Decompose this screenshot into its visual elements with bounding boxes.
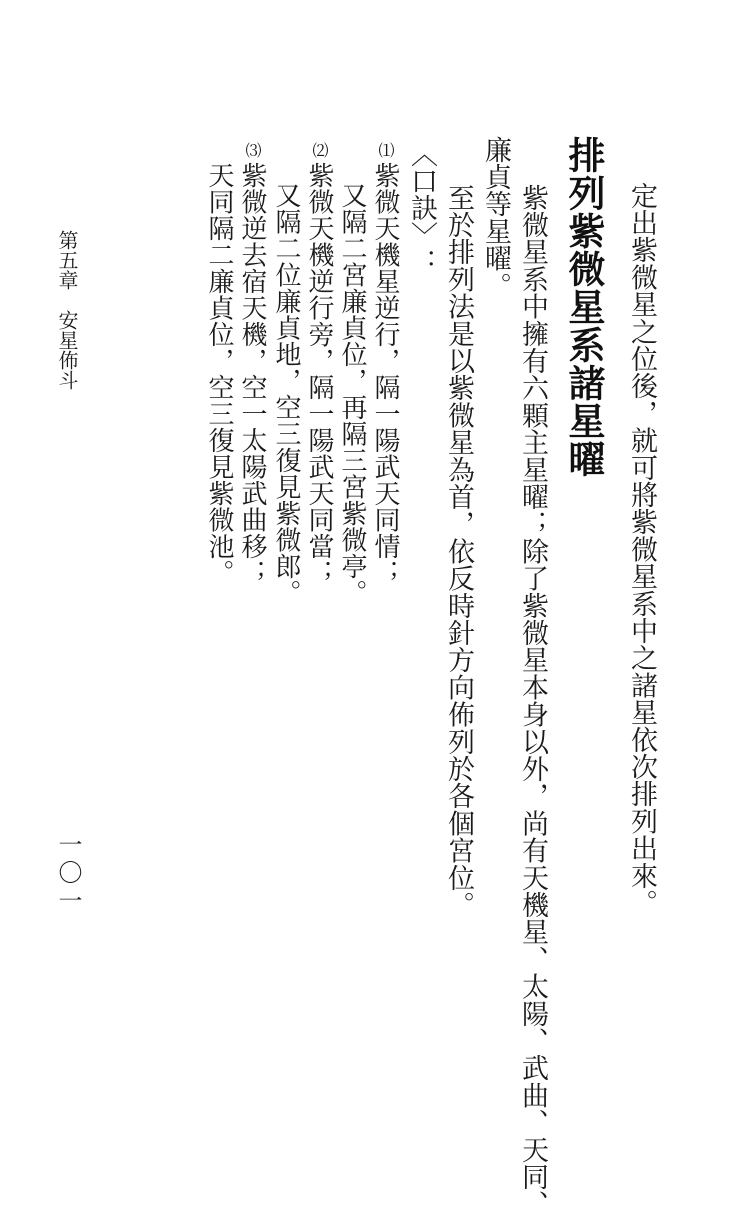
section-heading: 排列紫微星系諸星曜 [562,136,605,478]
body-line-1: 紫微星系中擁有六顆主星曜；除了紫微星本身以外，尚有天機星、太陽、武曲、天同、 [517,184,548,1218]
page-number: 一〇一 [54,832,82,916]
body-line-2: 廉貞等星曜。 [480,136,511,300]
verse-marker-3: ⑶ [243,142,262,158]
verse-2-line-a: 紫微天機逆行旁，隔一陽武天同當； [304,162,334,586]
verse-marker-2: ⑵ [310,142,329,158]
verse-3-line-a: 紫微逆去宿天機，空一太陽武曲移； [237,162,267,586]
running-header: 第五章 安星佈斗 [55,230,79,390]
verse-marker-1: ⑴ [376,142,395,158]
verse-3-line-b: 天同隔二廉貞位，空三復見紫微池。 [204,162,234,586]
verse-2-line-b: 又隔二位廉貞地，空三復見紫微郎。 [271,182,301,606]
verse-1-line-b: 又隔二宮廉貞位，再隔三宮紫微亭。 [337,182,367,606]
body-line-3: 至於排列法是以紫微星為首，依反時針方向佈列於各個宮位。 [443,184,474,919]
intro-paragraph: 定出紫微星之位後，就可將紫微星系中之諸星依次排列出來。 [626,182,657,917]
verse-title: 〈口訣〉： [406,140,437,276]
verse-1-line-a: 紫微天機星逆行，隔一陽武天同情； [370,162,400,586]
